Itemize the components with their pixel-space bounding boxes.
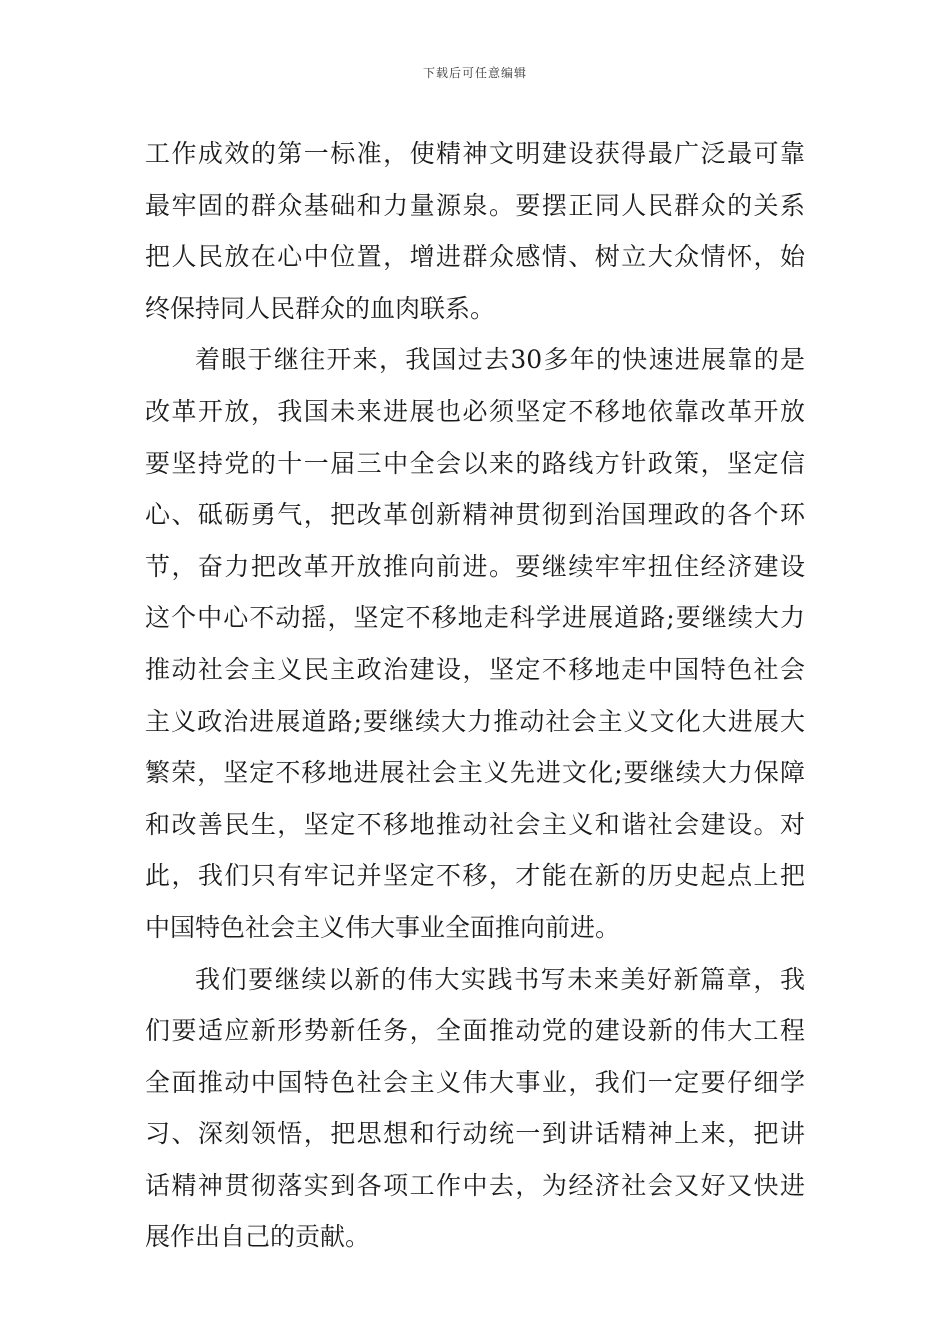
text-line: 这个中心不动摇，坚定不移地走科学进展道路;要继续大力 — [145, 603, 805, 633]
document-body — [145, 128, 805, 1263]
text-line: 们要适应新形势新任务，全面推动党的建设新的伟大工程 — [145, 1016, 805, 1046]
text-line: 全面推动中国特色社会主义伟大事业，我们一定要仔细学 — [145, 1067, 805, 1097]
text-line: 把人民放在心中位置，增进群众感情、树立大众情怀，始 — [145, 242, 805, 272]
text-line: 习、深刻领悟，把思想和行动统一到讲话精神上来，把讲 — [145, 1119, 805, 1149]
text-line: 此，我们只有牢记并坚定不移，才能在新的历史起点上把 — [145, 861, 805, 891]
text-line: 主义政治进展道路;要继续大力推动社会主义文化大进展大 — [145, 706, 805, 736]
text-line: 展作出自己的贡献。 — [145, 1222, 371, 1252]
text-line: 终保持同人民群众的血肉联系。 — [145, 293, 496, 323]
text-line: 工作成效的第一标准，使精神文明建设获得最广泛最可靠 — [145, 139, 805, 168]
text-line: 要坚持党的十一届三中全会以来的路线方针政策，坚定信 — [145, 448, 805, 478]
text-line: 和改善民生，坚定不移地推动社会主义和谐社会建设。对 — [145, 809, 805, 839]
header-note: 下载后可任意编辑 — [422, 66, 527, 80]
paragraph-first-line: 我们要继续以新的伟大实践书写未来美好新篇章，我 — [195, 964, 805, 994]
text-line: 话精神贯彻落实到各项工作中去，为经济社会又好又快进 — [145, 1170, 805, 1200]
text-line: 节，奋力把改革开放推向前进。要继续牢牢扭住经济建设 — [145, 551, 805, 581]
text-line: 改革开放，我国未来进展也必须坚定不移地依靠改革开放 — [145, 396, 805, 426]
text-line: 中国特色社会主义伟大事业全面推向前进。 — [145, 912, 621, 942]
text-line: 心、砥砺勇气，把改革创新精神贯彻到治国理政的各个环 — [145, 500, 805, 530]
text-line: 最牢固的群众基础和力量源泉。要摆正同人民群众的关系 — [145, 190, 805, 220]
text-line: 推动社会主义民主政治建设，坚定不移地走中国特色社会 — [145, 654, 805, 684]
text-line: 繁荣，坚定不移地进展社会主义先进文化;要继续大力保障 — [145, 758, 805, 788]
paragraph-first-line: 着眼于继往开来，我国过去30多年的快速进展靠的是 — [195, 345, 805, 375]
